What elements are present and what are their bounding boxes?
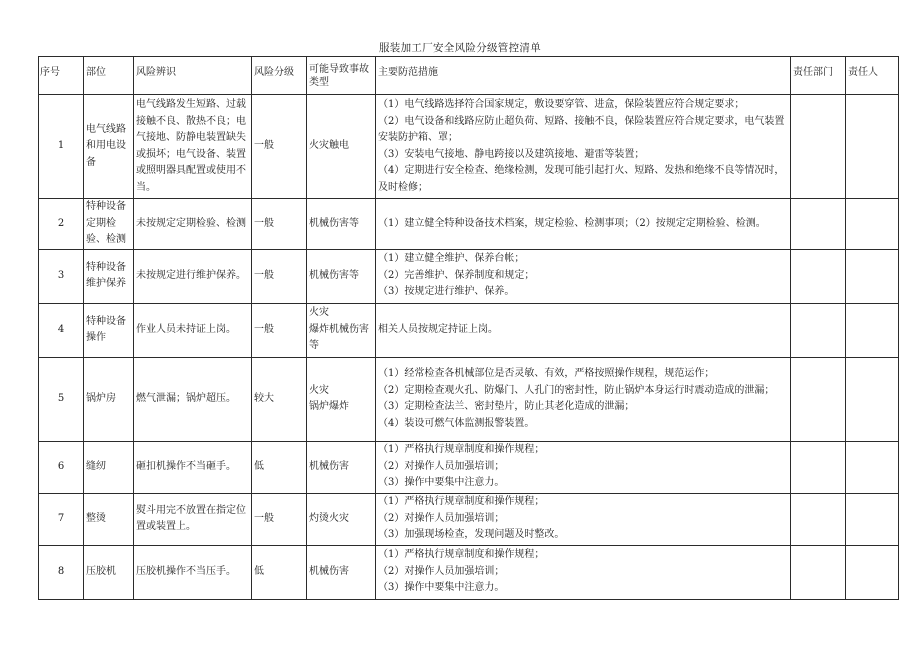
row-level: 较大 — [252, 357, 307, 441]
row-number: 2 — [39, 199, 84, 250]
row-accident: 火灾 锅炉爆炸 — [307, 357, 376, 441]
measure-item: （2）对操作人员加强培训； — [378, 565, 505, 577]
row-resp-person — [846, 493, 899, 545]
row-dept: 压胶机 — [84, 545, 134, 599]
measure-item: （4）装设可燃气体监测报警装置。 — [378, 417, 535, 429]
row-risk: 电气线路发生短路、过载接触不良、散热不良；电气接地、防静电装置缺失或损坏；电气设备、装置或照明器具配置或使用不当。 — [134, 95, 252, 199]
measure-item: （1）建立健全特种设备技术档案，规定检验、检测事项；（2）按规定定期检验、检测。 — [378, 217, 766, 229]
header-dept: 部位 — [84, 57, 134, 95]
row-number: 4 — [39, 303, 84, 357]
table-row — [39, 441, 899, 493]
row-risk: 作业人员未持证上岗。 — [134, 303, 252, 357]
header-no: 序号 — [39, 57, 84, 95]
measure-item: （1）经常检查各机械部位是否灵敏、有效，严格按照操作规程，规范运作； — [378, 368, 715, 379]
row-number: 1 — [39, 95, 84, 199]
row-dept: 特种设备维护保养 — [84, 249, 134, 303]
row-risk: 压胶机操作不当压手。 — [134, 545, 252, 599]
row-resp-person — [846, 303, 899, 357]
row-level: 一般 — [252, 493, 307, 545]
row-risk: 未按规定定期检验、检测 — [134, 199, 252, 250]
row-accident: 火灾触电 — [307, 95, 376, 199]
row-level: 一般 — [252, 249, 307, 303]
row-risk: 燃气泄漏；锅炉超压。 — [134, 357, 252, 441]
row-level: 一般 — [252, 199, 307, 250]
row-resp-dept — [791, 303, 846, 357]
row-measures — [376, 545, 791, 599]
table-row — [39, 199, 899, 250]
measure-item: （2）对操作人员加强培训； — [378, 512, 505, 524]
row-accident: 机械伤害等 — [307, 249, 376, 303]
table-row — [39, 95, 899, 199]
measure-item: （1）建立健全维护、保养台帐； — [378, 253, 525, 265]
row-accident: 机械伤害 — [307, 441, 376, 493]
row-accident: 火灾 爆炸机械伤害等 — [307, 303, 376, 357]
row-number: 3 — [39, 249, 84, 303]
row-resp-dept — [791, 357, 846, 441]
row-number: 8 — [39, 545, 84, 599]
row-number: 6 — [39, 441, 84, 493]
row-resp-person — [846, 357, 899, 441]
header-risk: 风险辨识 — [134, 57, 252, 95]
row-resp-person — [846, 441, 899, 493]
row-accident: 机械伤害等 — [307, 199, 376, 250]
table-body — [39, 95, 899, 600]
row-resp-person — [846, 545, 899, 599]
row-resp-dept — [791, 441, 846, 493]
measure-item: （2）完善维护、保养制度和规定； — [378, 269, 535, 281]
row-level: 一般 — [252, 303, 307, 357]
table-header-row — [39, 57, 899, 95]
row-measures — [376, 249, 791, 303]
row-level: 低 — [252, 441, 307, 493]
table-row — [39, 493, 899, 545]
header-resp-dept: 责任部门 — [791, 57, 846, 95]
row-measures — [376, 95, 791, 199]
measure-item: （1）严格执行规章制度和操作规程； — [378, 496, 545, 508]
header-level: 风险分级 — [252, 57, 307, 95]
measure-item: （1）严格执行规章制度和操作规程； — [378, 549, 545, 561]
row-dept: 特种设备定期检验、检测 — [84, 199, 134, 250]
measure-item: 相关人员按规定持证上岗。 — [378, 323, 498, 335]
measure-item: （4）定期进行安全检查、绝缘检测，发现可能引起打火、短路、发热和绝缘不良等情况时，及时检修； — [378, 165, 785, 193]
risk-control-table — [38, 56, 899, 600]
measure-item: （3）操作中要集中注意力。 — [378, 477, 505, 489]
table-row — [39, 249, 899, 303]
row-measures — [376, 441, 791, 493]
row-accident: 机械伤害 — [307, 545, 376, 599]
measure-item: （2）电气设备和线路应防止超负荷、短路、接触不良，保险装置应符合规定要求，电气装置安装防护箱、罩； — [378, 115, 785, 143]
row-resp-person — [846, 199, 899, 250]
row-resp-person — [846, 95, 899, 199]
row-resp-dept — [791, 95, 846, 199]
row-measures — [376, 493, 791, 545]
row-level: 一般 — [252, 95, 307, 199]
measure-item: （3）按规定进行维护、保养。 — [378, 286, 515, 298]
row-dept: 整烫 — [84, 493, 134, 545]
measure-item: （3）安装电气接地、静电跨接以及建筑接地、避雷等装置； — [378, 148, 645, 160]
measure-item: （3）加强现场检查，发现问题及时整改。 — [378, 529, 565, 541]
row-resp-dept — [791, 249, 846, 303]
row-resp-dept — [791, 545, 846, 599]
row-accident: 灼烫火灾 — [307, 493, 376, 545]
measure-item: （1）电气线路选择符合国家规定，敷设要穿管、进盒，保险装置应符合规定要求； — [378, 99, 745, 110]
row-measures — [376, 357, 791, 441]
row-dept: 锅炉房 — [84, 357, 134, 441]
row-resp-dept — [791, 199, 846, 250]
row-dept: 电气线路和用电设备 — [84, 95, 134, 199]
row-measures — [376, 199, 791, 250]
page-title: 服装加工厂安全风险分级管控清单 — [379, 42, 541, 54]
header-resp-person: 责任人 — [846, 57, 899, 95]
row-dept: 缝纫 — [84, 441, 134, 493]
table-row — [39, 357, 899, 441]
row-number: 7 — [39, 493, 84, 545]
row-resp-person — [846, 249, 899, 303]
measure-item: （3）定期检查法兰、密封垫片，防止其老化造成的泄漏； — [378, 401, 635, 412]
row-risk: 熨斗用完不放置在指定位置或装置上。 — [134, 493, 252, 545]
row-number: 5 — [39, 357, 84, 441]
measure-item: （2）对操作人员加强培训； — [378, 460, 505, 472]
header-accident: 可能导致事故类型 — [307, 57, 376, 95]
measure-item: （2）定期检查观火孔、防爆门、人孔门的密封性，防止锅炉本身运行时震动造成的泄漏； — [378, 384, 775, 396]
measure-item: （1）严格执行规章制度和操作规程； — [378, 444, 545, 456]
header-measures: 主要防范措施 — [376, 57, 791, 95]
table-row — [39, 545, 899, 599]
row-dept: 特种设备操作 — [84, 303, 134, 357]
row-level: 低 — [252, 545, 307, 599]
table-row — [39, 303, 899, 357]
row-risk: 砸扣机操作不当砸手。 — [134, 441, 252, 493]
measure-item: （3）操作中要集中注意力。 — [378, 582, 505, 594]
row-resp-dept — [791, 493, 846, 545]
row-risk: 未按规定进行维护保养。 — [134, 249, 252, 303]
row-measures — [376, 303, 791, 357]
